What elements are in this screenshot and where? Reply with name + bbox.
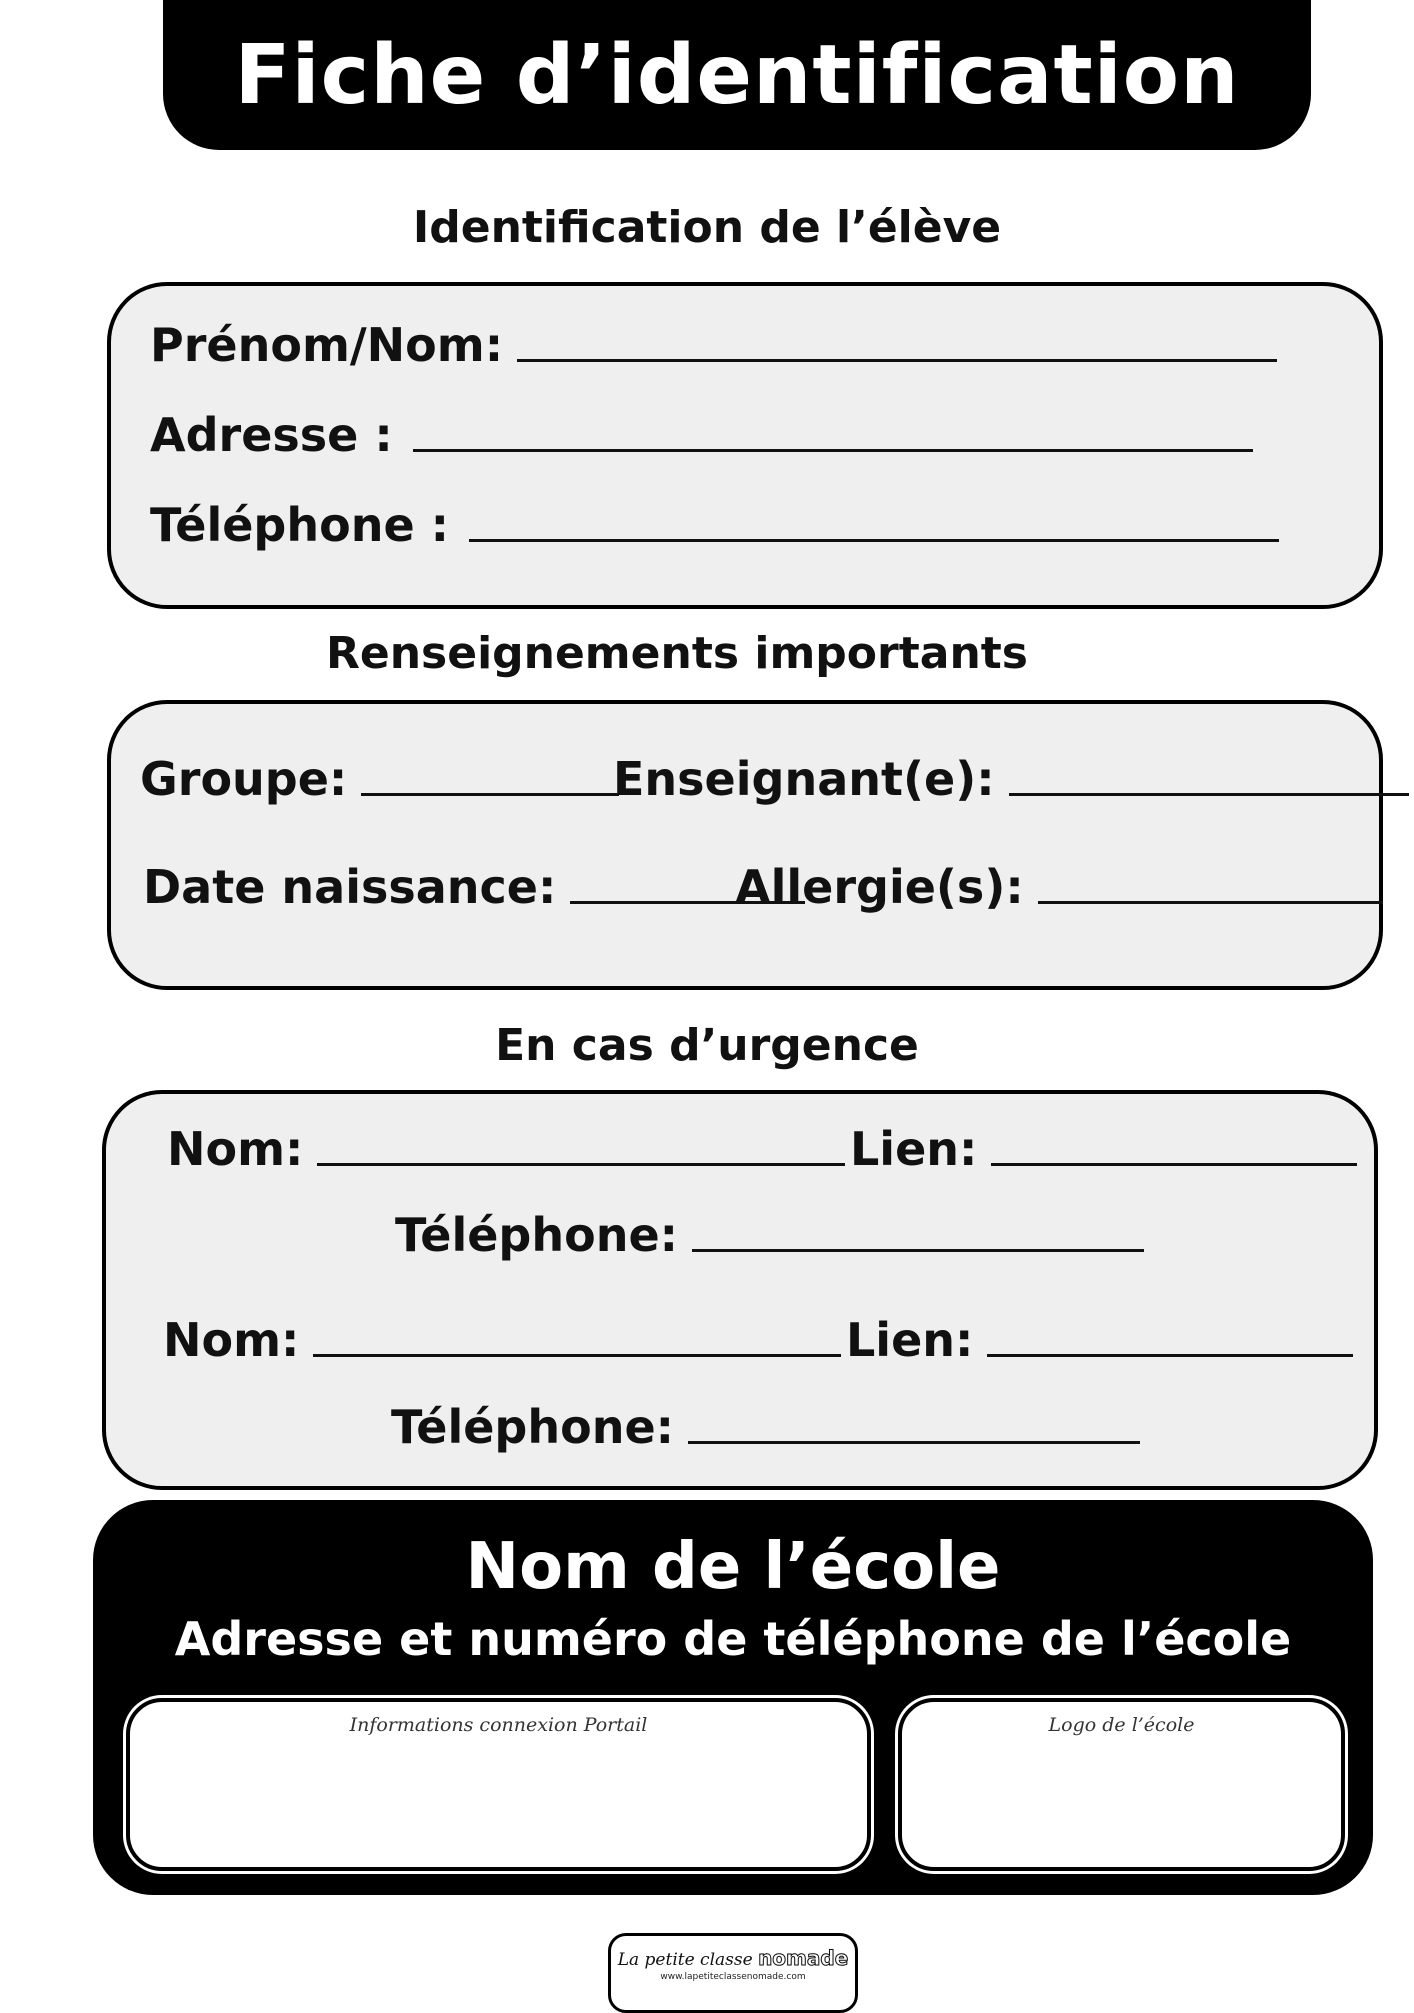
emergency-2-link-label: Lien:	[846, 1313, 974, 1367]
student-address-line[interactable]	[413, 448, 1253, 452]
emergency-2-link-field[interactable]	[846, 1313, 1353, 1367]
emergency-1-link-field[interactable]	[850, 1122, 1357, 1176]
portal-info-caption: Informations connexion Portail	[349, 1714, 648, 1736]
footer-brand-highlight: nomade	[758, 1946, 849, 1970]
emergency-1-phone-field[interactable]	[395, 1208, 1144, 1262]
footer-url: www.lapetiteclassenomade.com	[660, 1972, 806, 1982]
emergency-1-link-line[interactable]	[991, 1162, 1357, 1166]
school-address: Adresse et numéro de téléphone de l’école	[174, 1612, 1292, 1666]
allergy-line[interactable]	[1038, 900, 1383, 904]
student-name-line[interactable]	[517, 358, 1277, 362]
school-block	[93, 1500, 1373, 1895]
footer-brand-prefix: La petite classe	[617, 1950, 753, 1970]
allergy-label: Allergie(s):	[735, 860, 1024, 914]
group-line[interactable]	[361, 792, 619, 796]
school-logo-box[interactable]	[898, 1698, 1345, 1871]
emergency-2-phone-label: Téléphone:	[391, 1400, 675, 1454]
student-name-field[interactable]	[150, 318, 1277, 372]
school-name: Nom de l’école	[465, 1530, 1001, 1604]
emergency-2-link-line[interactable]	[987, 1353, 1353, 1357]
allergy-field[interactable]	[735, 860, 1383, 914]
emergency-1-phone-line[interactable]	[692, 1248, 1144, 1252]
student-phone-line[interactable]	[469, 538, 1279, 542]
group-label: Groupe:	[140, 752, 348, 806]
info-panel	[107, 700, 1383, 990]
student-section-heading: Identification de l’élève	[412, 202, 1002, 253]
footer-brand-logo	[608, 1933, 858, 2013]
info-section-heading: Renseignements importants	[325, 628, 1028, 679]
page-title: Fiche d’identification	[234, 27, 1240, 123]
emergency-1-name-line[interactable]	[317, 1162, 845, 1166]
emergency-1-phone-label: Téléphone:	[395, 1208, 679, 1262]
emergency-2-name-line[interactable]	[313, 1353, 841, 1357]
birthdate-label: Date naissance:	[143, 860, 557, 914]
teacher-label: Enseignant(e):	[613, 752, 995, 806]
teacher-field[interactable]	[613, 752, 1409, 806]
title-banner	[163, 0, 1311, 150]
student-name-label: Prénom/Nom:	[150, 318, 504, 372]
student-phone-field[interactable]	[150, 498, 1279, 552]
emergency-2-name-label: Nom:	[163, 1313, 300, 1367]
emergency-2-phone-line[interactable]	[688, 1440, 1140, 1444]
emergency-1-link-label: Lien:	[850, 1122, 978, 1176]
student-address-field[interactable]	[150, 408, 1253, 462]
footer-brand-text	[611, 1946, 855, 1970]
teacher-line[interactable]	[1009, 792, 1409, 796]
emergency-section-heading: En cas d’urgence	[495, 1020, 919, 1071]
birthdate-field[interactable]	[143, 860, 805, 914]
student-phone-label: Téléphone :	[150, 498, 450, 552]
emergency-1-name-field[interactable]	[167, 1122, 845, 1176]
portal-info-box[interactable]	[126, 1698, 871, 1871]
emergency-2-phone-field[interactable]	[391, 1400, 1140, 1454]
group-field[interactable]	[140, 752, 619, 806]
student-address-label: Adresse :	[150, 408, 393, 462]
emergency-2-name-field[interactable]	[163, 1313, 841, 1367]
school-logo-caption: Logo de l’école	[1048, 1714, 1195, 1736]
emergency-1-name-label: Nom:	[167, 1122, 304, 1176]
